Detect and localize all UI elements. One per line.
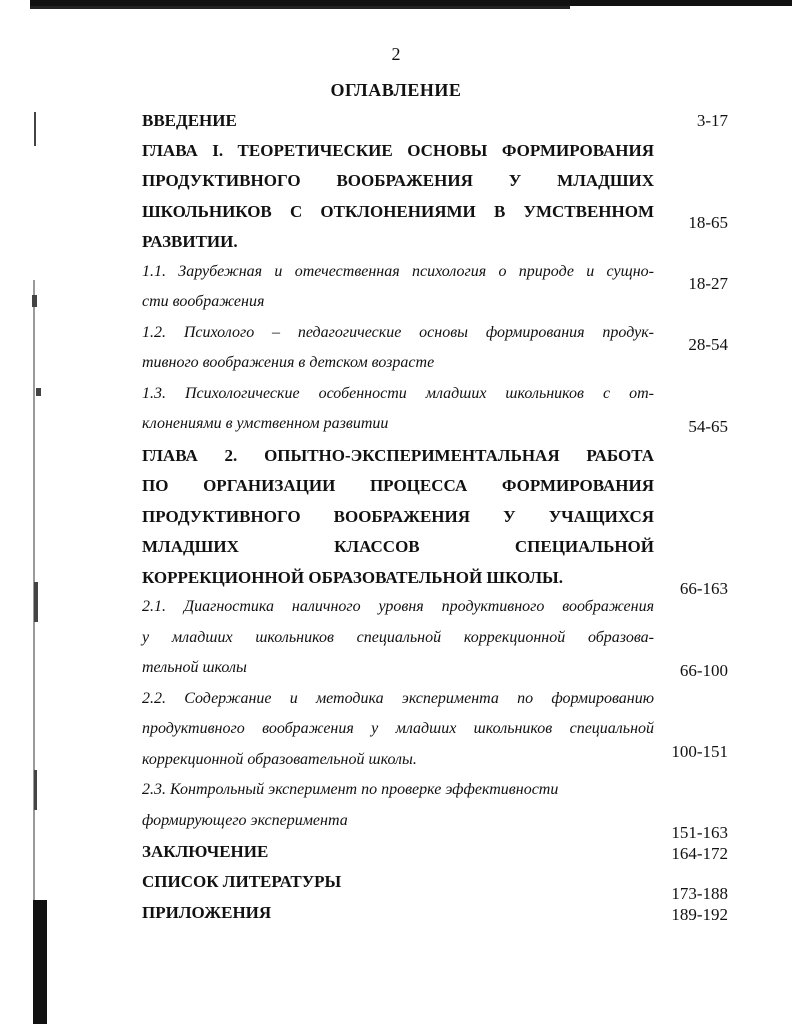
toc-section-1-3-pages: 54-65: [688, 417, 728, 436]
toc-section-1-1-pages: 18-27: [688, 274, 728, 293]
toc-section-2-2-pages: 100-151: [671, 742, 728, 761]
toc-chapter2-line: ПО ОРГАНИЗАЦИИ ПРОЦЕССА ФОРМИРОВАНИЯ: [142, 476, 654, 495]
toc-chapter2-line: МЛАДШИХ КЛАССОВ СПЕЦИАЛЬНОЙ: [142, 537, 654, 556]
scan-mark: [32, 295, 37, 307]
toc-section-2-1-line: у младших школьников специальной коррекционной образова-: [142, 629, 654, 646]
toc-section-1-3-line: клонениями в умственном развитии: [142, 415, 389, 432]
scan-mark: [34, 582, 38, 622]
toc-section-2-2-line: коррекционной образовательной школы.: [142, 751, 417, 768]
page-number: 2: [391, 44, 401, 64]
toc-references-title: СПИСОК ЛИТЕРАТУРЫ: [142, 872, 342, 891]
toc-section-1-2-line: тивного воображения в детском возрасте: [142, 354, 435, 371]
toc-appendices-pages: 189-192: [671, 905, 728, 924]
toc-conclusion-pages: 164-172: [671, 844, 728, 863]
toc-chapter1-line: ШКОЛЬНИКОВ С ОТКЛОНЕНИЯМИ В УМСТВЕННОМ: [142, 202, 654, 221]
scan-mark: [36, 388, 41, 396]
toc-heading: ОГЛАВЛЕНИЕ: [330, 80, 462, 100]
toc-section-1-2-line: 1.2. Психолого – педагогические основы формирования продук-: [142, 324, 654, 341]
toc-chapter2-line: ГЛАВА 2. ОПЫТНО-ЭКСПЕРИМЕНТАЛЬНАЯ РАБОТА: [142, 446, 654, 465]
toc-section-2-1-line: тельной школы: [142, 659, 247, 676]
toc-chapter1-pages: 18-65: [688, 213, 728, 232]
scan-mark: [34, 112, 36, 146]
toc-chapter2-line: КОРРЕКЦИОННОЙ ОБРАЗОВАТЕЛЬНОЙ ШКОЛЫ.: [142, 568, 563, 587]
toc-chapter2-pages: 66-163: [679, 579, 728, 598]
toc-section-2-2-line: продуктивного воображения у младших школьников специальной: [142, 720, 654, 737]
toc-section-2-1-line: 2.1. Диагностика наличного уровня продуктивного воображения: [142, 598, 654, 615]
toc-appendices-title: ПРИЛОЖЕНИЯ: [142, 903, 272, 922]
toc-section-1-2-pages: 28-54: [688, 335, 728, 354]
toc-chapter1-line: РАЗВИТИИ.: [142, 232, 238, 251]
toc-chapter2-line: ПРОДУКТИВНОГО ВООБРАЖЕНИЯ У УЧАЩИХСЯ: [142, 507, 654, 526]
toc-section-2-3-line: формирующего эксперимента: [142, 812, 348, 829]
scan-bottom-edge: [33, 900, 47, 1024]
toc-section-1-3-line: 1.3. Психологические особенности младших школьников с от-: [142, 385, 654, 402]
toc-chapter1-line: ГЛАВА I. ТЕОРЕТИЧЕСКИЕ ОСНОВЫ ФОРМИРОВАНИЯ: [142, 141, 654, 160]
toc-section-1-1-line: 1.1. Зарубежная и отечественная психология о природе и сущно-: [142, 263, 654, 280]
toc-conclusion-title: ЗАКЛЮЧЕНИЕ: [142, 842, 269, 861]
toc-section-1-1-line: сти воображения: [142, 293, 265, 310]
scan-top-border-shadow: [30, 6, 570, 9]
toc-intro-title: ВВЕДЕНИЕ: [142, 111, 237, 130]
toc-section-2-2-line: 2.2. Содержание и методика эксперимента по формированию: [142, 690, 654, 707]
toc-chapter1-line: ПРОДУКТИВНОГО ВООБРАЖЕНИЯ У МЛАДШИХ: [142, 171, 654, 190]
toc-section-2-1-pages: 66-100: [679, 661, 728, 680]
toc-intro-pages: 3-17: [696, 111, 728, 130]
toc-section-2-3-line: 2.3. Контрольный эксперимент по проверке эффективности: [142, 781, 559, 798]
toc-references-pages: 173-188: [671, 884, 728, 903]
toc-section-2-3-pages: 151-163: [671, 823, 728, 842]
scan-mark: [34, 770, 37, 810]
